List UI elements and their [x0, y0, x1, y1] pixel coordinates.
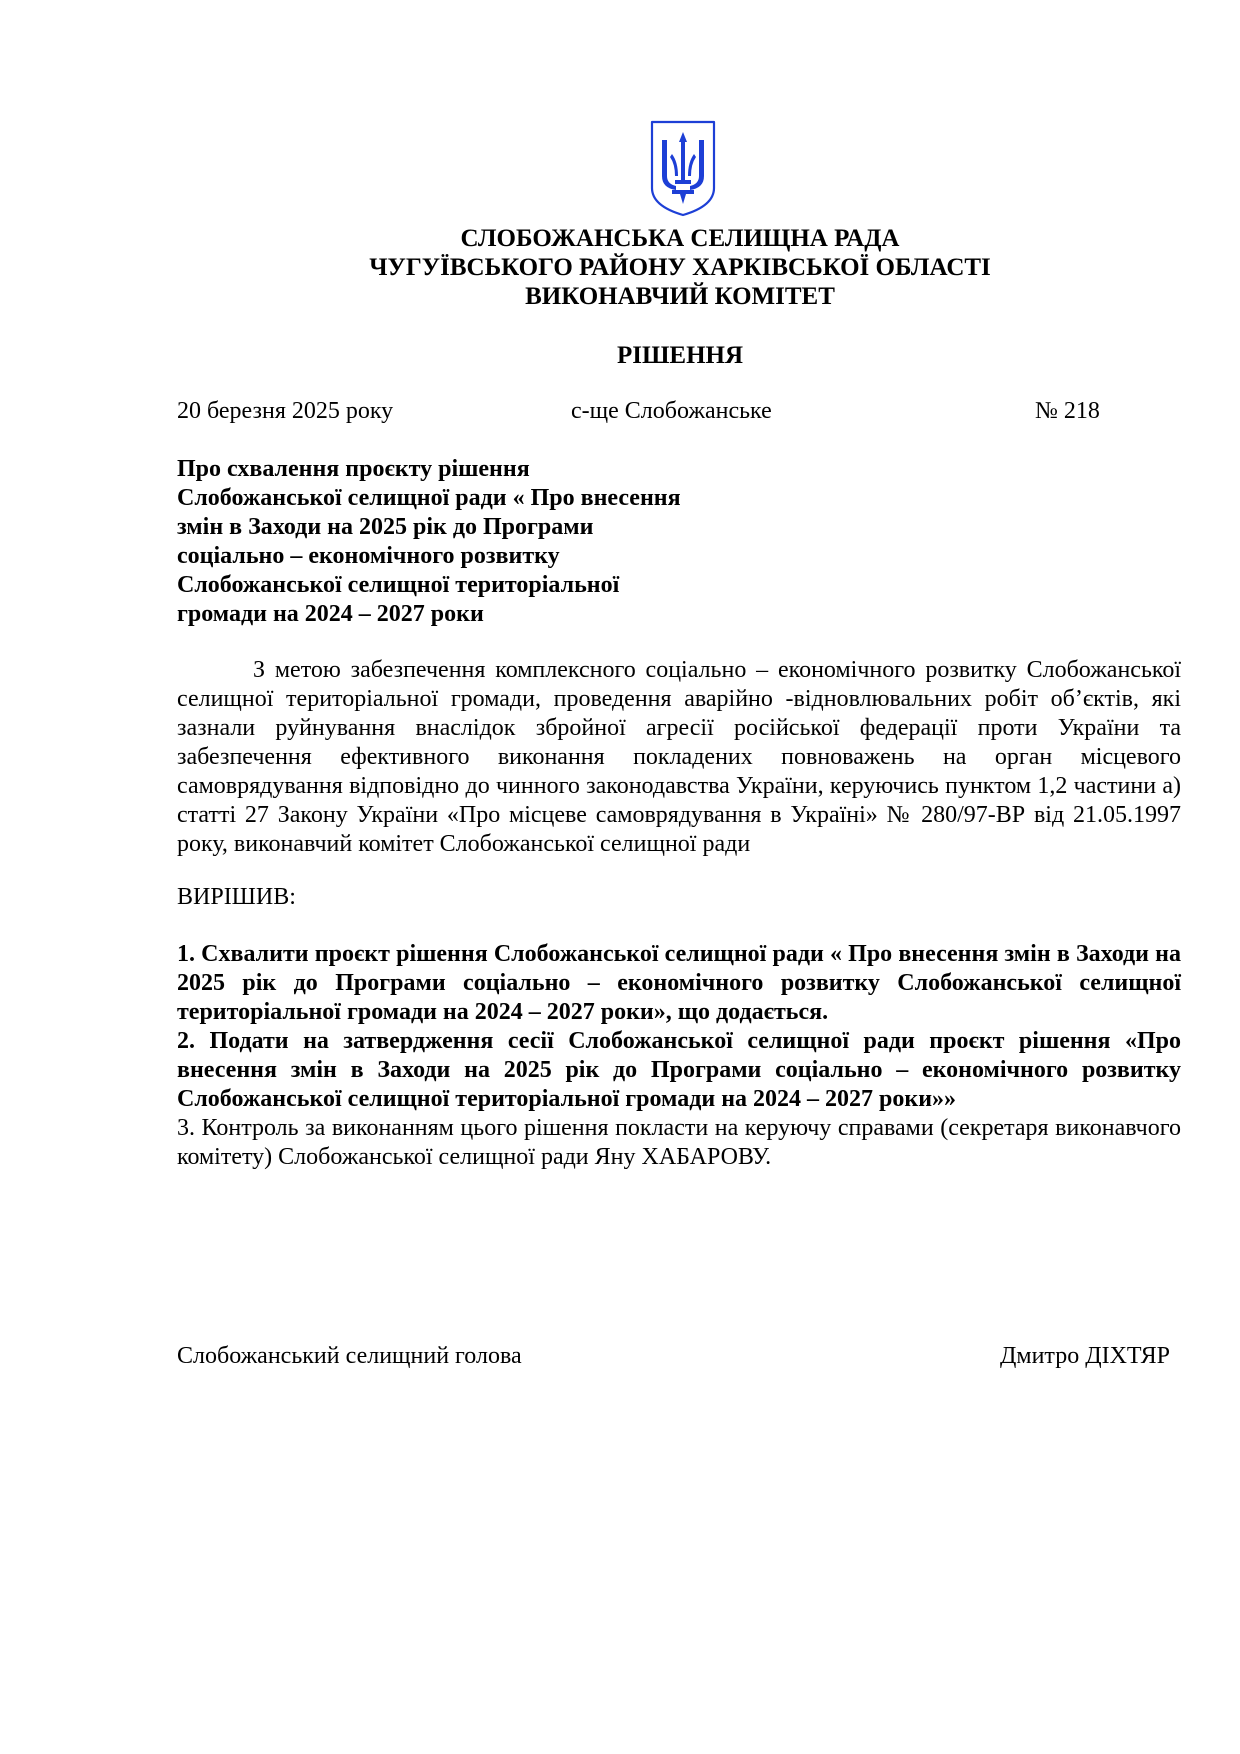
coat-of-arms-icon [648, 118, 718, 218]
council-name: СЛОБОЖАНСЬКА СЕЛИЩНА РАДА [460, 225, 900, 252]
subject-line: Про схвалення проєкту рішення [177, 456, 530, 482]
subject-block [177, 455, 737, 629]
signatory-title: Слобожанський селищний голова [177, 1343, 522, 1369]
document-place: с-ще Слобожанське [571, 398, 772, 424]
subject-line: Слобожанської селищної ради « Про внесення [177, 485, 681, 511]
document-date: 20 березня 2025 року [177, 398, 394, 424]
subject-line: громади на 2024 – 2027 роки [177, 601, 484, 627]
subject-line: змін в Заходи на 2025 рік до Програми [177, 514, 594, 540]
signatory-name: Дмитро ДІХТЯР [1000, 1343, 1170, 1369]
resolution-item: 2. Подати на затвердження сесії Слобожанської селищної ради проєкт рішення «Про внесення змін в Заходи на 2025 рік до Програми соціально – економічного розвитку Слобожанської селищної територіальної громади на 2024 – 2027 роки»» [177, 1028, 1181, 1112]
resolution-item: 1. Схвалити проєкт рішення Слобожанської селищної ради « Про внесення змін в Заходи на 2025 рік до Програми соціально – економічного розвитку Слобожанської селищної територіальної громади на 2024 – 2027 роки», що додається. [177, 941, 1181, 1025]
resolution-item: 3. Контроль за виконанням цього рішення покласти на керуючу справами (секретаря виконавчого комітету) Слобожанської селищної ради Яну ХАБАРОВУ. [177, 1115, 1181, 1170]
document-number: № 218 [1035, 398, 1100, 424]
subject-line: Слобожанської селищної територіальної [177, 572, 620, 598]
executive-committee: ВИКОНАВЧИЙ КОМІТЕТ [525, 283, 835, 310]
resolved-label: ВИРІШИВ: [177, 884, 296, 910]
document-type: РІШЕННЯ [616, 342, 744, 369]
district-region: ЧУГУЇВСЬКОГО РАЙОНУ ХАРКІВСЬКОЇ ОБЛАСТІ [369, 254, 991, 281]
preamble-paragraph: З метою забезпечення комплексного соціально – економічного розвитку Слобожанської селищної територіальної громади, проведення аварійно -відновлювальних робіт об’єктів, які зазнали руйнування внаслідок збройної агресії російської федерації проти України та забезпечення ефективного виконання покладених повноважень на орган місцевого самоврядування відповідно до чинного законодавства України, керуючись пунктом 1,2 частини а) статті 27 Закону України «Про місцеве самоврядування в Україні» № 280/97-ВР від 21.05.1997 року, виконавчий комітет Слобожанської селищної ради [177, 657, 1181, 857]
resolution-items [177, 940, 1181, 1172]
subject-line: соціально – економічного розвитку [177, 543, 560, 569]
